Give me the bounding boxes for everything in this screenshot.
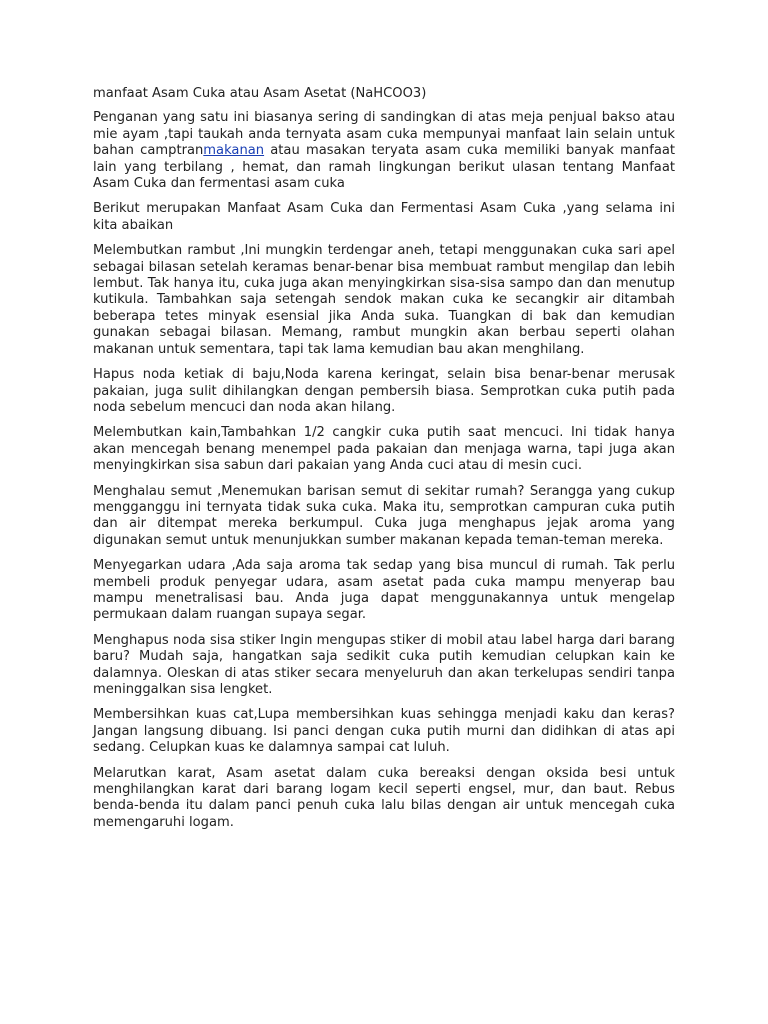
paragraph-melarutkan-karat: Melarutkan karat, Asam asetat dalam cuka bereaksi dengan oksida besi untuk menghilangkan karat dari barang logam kecil seperti engsel, mur, dan baut. Rebus benda-benda itu dalam panci penuh cuka lalu bilas dengan air untuk mencegah cuka memengaruhi logam.: [93, 765, 675, 830]
document-title: manfaat Asam Cuka atau Asam Asetat (NaHCOO3): [93, 86, 427, 101]
paragraph-membersihkan-kuas-cat: Membersihkan kuas cat,Lupa membersihkan kuas sehingga menjadi kaku dan keras? Jangan langsung dibuang. Isi panci dengan cuka putih murni dan didihkan di atas api sedang. Celupkan kuas ke dalamnya sampai cat luluh.: [93, 707, 675, 756]
paragraph-intro-list: Berikut merupakan Manfaat Asam Cuka dan Fermentasi Asam Cuka ,yang selama ini kita abaikan: [93, 201, 675, 233]
paragraph-menghapus-noda-stiker: Menghapus noda sisa stiker Ingin mengupas stiker di mobil atau label harga dari barang baru? Mudah saja, hangatkan saja sedikit cuka putih kemudian celupkan kain ke dalamnya. Oleskan di atas stiker secara menyeluruh dan akan terkelupas sendiri tanpa meninggalkan sisa lengket.: [93, 632, 675, 697]
paragraph-menghalau-semut: Menghalau semut ,Menemukan barisan semut di sekitar rumah? Serangga yang cukup mengganggu ini ternyata tidak suka cuka. Maka itu, semprotkan campuran cuka putih dan air ditempat mereka berkumpul. Cuka juga menghapus jejak aroma yang digunakan semut untuk menunjukkan sumber makanan kepada teman-teman mereka.: [93, 483, 675, 548]
paragraph-melembutkan-rambut: Melembutkan rambut ,Ini mungkin terdengar aneh, tetapi menggunakan cuka sari apel sebagai bilasan setelah keramas benar-benar bisa membuat rambut mengilap dan lebih lembut. Tak hanya itu, cuka juga akan menyingkirkan sisa-sisa sampo dan dan menutup kutikula. Tambahkan saja setengah sendok makan cuka ke secangkir air ditambah beberapa tetes minyak esensial jika Anda suka. Tuangkan di bak dan kemudian gunakan sebagai bilasan. Memang, rambut mungkin akan berbau seperti olahan makanan untuk sementara, tapi tak lama kemudian bau akan menghilang.: [93, 243, 675, 357]
paragraph-hapus-noda-ketiak: Hapus noda ketiak di baju,Noda karena keringat, selain bisa benar-benar merusak pakaian, juga sulit dihilangkan dengan pembersih biasa. Semprotkan cuka putih pada noda sebelum mencuci dan noda akan hilang.: [93, 367, 675, 415]
intro-text-after-link: atau masakan teryata asam cuka memiliki banyak manfaat lain yang terbilang , hemat, dan ramah lingkungan berikut ulasan tentang Manfaat Asam Cuka dan fermentasi asam cuka: [93, 143, 676, 192]
intro-text-before-link: Penganan yang satu ini biasanya sering di sandingkan di atas meja penjual bakso atau mie ayam ,tapi taukah anda ternyata asam cuka mempunyai manfaat lain selain untuk bahan camptran: [93, 110, 675, 159]
makanan-link[interactable]: makanan: [203, 143, 265, 159]
intro-paragraph: [93, 110, 675, 192]
paragraph-menyegarkan-udara: Menyegarkan udara ,Ada saja aroma tak sedap yang bisa muncul di rumah. Tak perlu membeli produk penyegar udara, asam asetat pada cuka mampu menyerap bau mampu menetralisasi bau. Anda juga dapat menggunakannya untuk mengelap permukaan dalam ruangan supaya segar.: [93, 558, 675, 623]
paragraph-melembutkan-kain: Melembutkan kain,Tambahkan 1/2 cangkir cuka putih saat mencuci. Ini tidak hanya akan mencegah benang menempel pada pakaian dan menjaga warna, tapi juga akan menyingkirkan sisa sabun dari pakaian yang Anda cuci atau di mesin cuci.: [93, 425, 675, 474]
